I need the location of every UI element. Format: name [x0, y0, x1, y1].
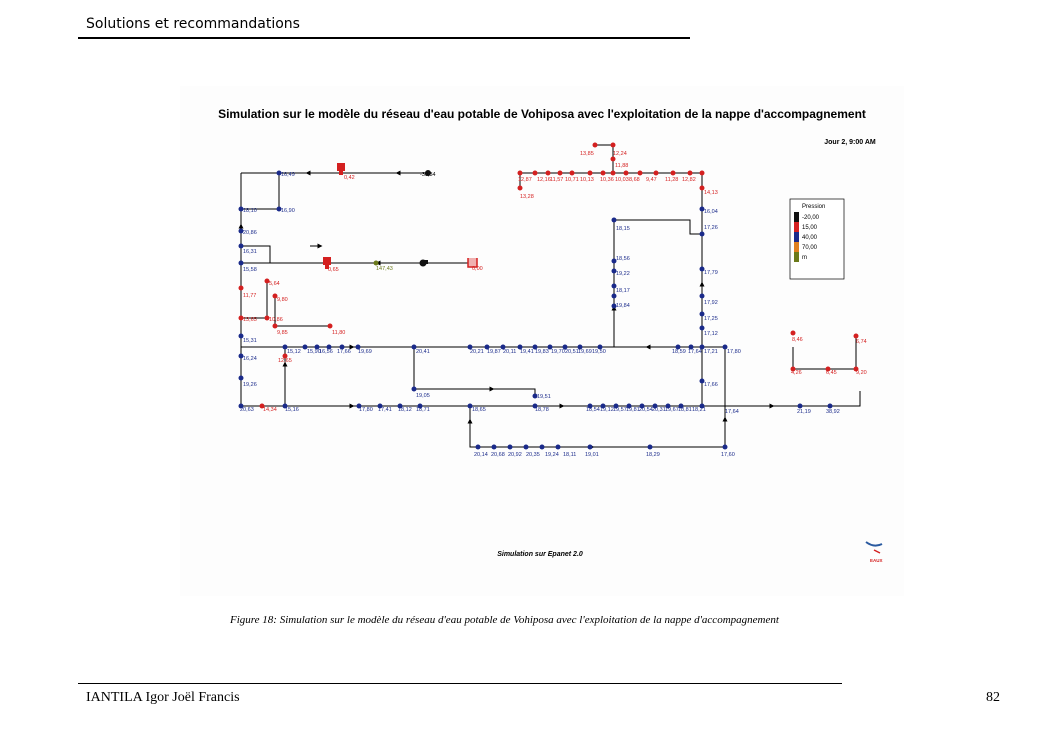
svg-text:15,16: 15,16	[285, 407, 299, 413]
svg-text:10,13: 10,13	[580, 177, 594, 183]
svg-text:17,80: 17,80	[727, 349, 741, 355]
svg-text:18,54: 18,54	[586, 407, 600, 413]
svg-text:11,77: 11,77	[243, 293, 257, 299]
svg-text:15,31: 15,31	[243, 338, 257, 344]
svg-text:19,24: 19,24	[545, 452, 559, 458]
svg-text:15,90: 15,90	[307, 349, 321, 355]
svg-text:14,13: 14,13	[704, 190, 718, 196]
svg-text:19,81: 19,81	[626, 407, 640, 413]
network-nodes	[239, 143, 859, 450]
svg-text:13,85: 13,85	[580, 151, 594, 157]
svg-text:20,54: 20,54	[639, 407, 653, 413]
svg-text:17,25: 17,25	[704, 316, 718, 322]
svg-text:19,83: 19,83	[535, 349, 549, 355]
svg-text:19,70: 19,70	[551, 349, 565, 355]
svg-text:19,01: 19,01	[585, 452, 599, 458]
svg-text:EAUX: EAUX	[870, 558, 883, 563]
svg-text:12,24: 12,24	[613, 151, 627, 157]
svg-text:19,05: 19,05	[416, 393, 430, 399]
svg-text:16,31: 16,31	[243, 249, 257, 255]
svg-text:0,42: 0,42	[344, 175, 355, 181]
svg-text:15,00: 15,00	[802, 225, 818, 231]
svg-text:14,34: 14,34	[263, 407, 277, 413]
svg-text:8,68: 8,68	[629, 177, 640, 183]
svg-text:19,51: 19,51	[537, 394, 551, 400]
svg-text:20,63: 20,63	[240, 407, 254, 413]
svg-text:20,35: 20,35	[526, 452, 540, 458]
svg-text:16,49: 16,49	[281, 172, 295, 178]
svg-text:18,11: 18,11	[563, 452, 577, 458]
svg-text:10,86: 10,86	[269, 317, 283, 323]
svg-text:6,74: 6,74	[856, 339, 867, 345]
svg-text:11,28: 11,28	[665, 177, 679, 183]
svg-text:9,47: 9,47	[646, 177, 657, 183]
svg-text:17,26: 17,26	[704, 225, 718, 231]
svg-text:13,65: 13,65	[243, 317, 257, 323]
svg-text:18,10: 18,10	[243, 208, 257, 214]
header-rule	[78, 37, 690, 39]
svg-text:16,56: 16,56	[319, 349, 333, 355]
pipes	[241, 145, 860, 447]
footer-author: IANTILA Igor Joël Francis	[86, 690, 240, 705]
svg-text:17,66: 17,66	[337, 349, 351, 355]
svg-text:20,86: 20,86	[243, 230, 257, 236]
svg-text:10,03: 10,03	[615, 177, 629, 183]
svg-text:19,50: 19,50	[592, 349, 606, 355]
svg-text:18,81: 18,81	[678, 407, 692, 413]
figure-title: Simulation sur le modèle du réseau d'eau potable de Vohiposa avec l'exploitation de la nappe d'accompagnement	[218, 107, 866, 121]
svg-text:19,41: 19,41	[520, 349, 534, 355]
svg-text:17,41: 17,41	[378, 407, 392, 413]
svg-text:19,69: 19,69	[578, 349, 592, 355]
svg-text:17,66: 17,66	[704, 382, 718, 388]
svg-text:17,64: 17,64	[688, 349, 702, 355]
svg-text:6,45: 6,45	[826, 370, 837, 376]
svg-text:16,04: 16,04	[704, 209, 718, 215]
svg-text:17,79: 17,79	[704, 270, 718, 276]
svg-text:17,80: 17,80	[359, 407, 373, 413]
svg-text:12,65: 12,65	[278, 358, 292, 364]
svg-text:11,88: 11,88	[615, 163, 629, 169]
svg-text:20,31: 20,31	[652, 407, 666, 413]
svg-text:18,15: 18,15	[616, 226, 630, 232]
svg-text:15,12: 15,12	[287, 349, 301, 355]
svg-text:18,65: 18,65	[472, 407, 486, 413]
page-number: 82	[986, 690, 1000, 705]
node-labels	[240, 151, 867, 458]
svg-text:21,19: 21,19	[797, 409, 811, 415]
svg-text:5,64: 5,64	[269, 281, 280, 287]
svg-text:18,56: 18,56	[616, 256, 630, 262]
svg-text:12,87: 12,87	[518, 177, 532, 183]
svg-text:16,24: 16,24	[243, 356, 257, 362]
svg-text:18,59: 18,59	[672, 349, 686, 355]
svg-text:20,41: 20,41	[416, 349, 430, 355]
svg-text:19,84: 19,84	[616, 303, 630, 309]
svg-text:11,80: 11,80	[332, 330, 346, 336]
svg-text:17,60: 17,60	[721, 452, 735, 458]
svg-text:8,46: 8,46	[792, 337, 803, 343]
svg-text:19,22: 19,22	[616, 271, 630, 277]
svg-text:11,57: 11,57	[550, 177, 564, 183]
svg-text:9,85: 9,85	[277, 330, 288, 336]
svg-text:-20,00: -20,00	[802, 215, 820, 221]
svg-text:9,80: 9,80	[277, 297, 288, 303]
svg-text:17,12: 17,12	[704, 331, 718, 337]
svg-text:19,12: 19,12	[600, 407, 614, 413]
svg-text:18,71: 18,71	[416, 407, 430, 413]
svg-text:17,64: 17,64	[725, 409, 739, 415]
svg-text:m: m	[802, 255, 807, 261]
svg-text:12,82: 12,82	[682, 177, 696, 183]
network-figure	[180, 86, 904, 596]
svg-text:13,28: 13,28	[520, 194, 534, 200]
svg-text:9,20: 9,20	[856, 370, 867, 376]
network-diagram	[180, 86, 904, 596]
epanet-logo	[866, 542, 883, 563]
svg-text:18,78: 18,78	[535, 407, 549, 413]
figure-caption: Figure 18: Simulation sur le modèle du réseau d'eau potable de Vohiposa avec l'exploitation de la nappe d'accompagnement	[230, 614, 779, 626]
svg-text:40,00: 40,00	[802, 235, 818, 241]
svg-text:18,12: 18,12	[398, 407, 412, 413]
svg-text:19,26: 19,26	[243, 382, 257, 388]
time-label: Jour 2, 9:00 AM	[824, 139, 876, 146]
svg-text:15,58: 15,58	[243, 267, 257, 273]
footer-rule	[78, 683, 842, 684]
svg-text:Pression: Pression	[802, 204, 826, 210]
svg-text:16,90: 16,90	[281, 208, 295, 214]
svg-text:0,00: 0,00	[472, 266, 483, 272]
svg-text:12,16: 12,16	[537, 177, 551, 183]
svg-text:17,21: 17,21	[704, 349, 718, 355]
page-header: Solutions et recommandations	[86, 16, 300, 32]
svg-text:17,92: 17,92	[704, 300, 718, 306]
svg-text:20,21: 20,21	[470, 349, 484, 355]
svg-text:18,21: 18,21	[692, 407, 706, 413]
svg-text:20,14: 20,14	[474, 452, 488, 458]
svg-text:-30,34: -30,34	[420, 172, 436, 178]
svg-text:19,87: 19,87	[487, 349, 501, 355]
svg-text:20,51: 20,51	[565, 349, 579, 355]
svg-text:70,00: 70,00	[802, 245, 818, 251]
svg-text:20,92: 20,92	[508, 452, 522, 458]
svg-text:19,67: 19,67	[665, 407, 679, 413]
figure-footer-label: Simulation sur Epanet 2.0	[497, 551, 583, 558]
svg-text:147,43: 147,43	[376, 266, 393, 272]
svg-text:18,17: 18,17	[616, 288, 630, 294]
svg-text:0,65: 0,65	[328, 267, 339, 273]
svg-text:20,11: 20,11	[503, 349, 517, 355]
svg-text:19,69: 19,69	[358, 349, 372, 355]
svg-text:19,57: 19,57	[613, 407, 627, 413]
svg-text:20,68: 20,68	[491, 452, 505, 458]
svg-text:18,29: 18,29	[646, 452, 660, 458]
pressure-legend	[790, 199, 844, 279]
svg-text:4,26: 4,26	[791, 370, 802, 376]
svg-text:10,36: 10,36	[600, 177, 614, 183]
svg-text:38,92: 38,92	[826, 409, 840, 415]
svg-text:10,71: 10,71	[565, 177, 579, 183]
